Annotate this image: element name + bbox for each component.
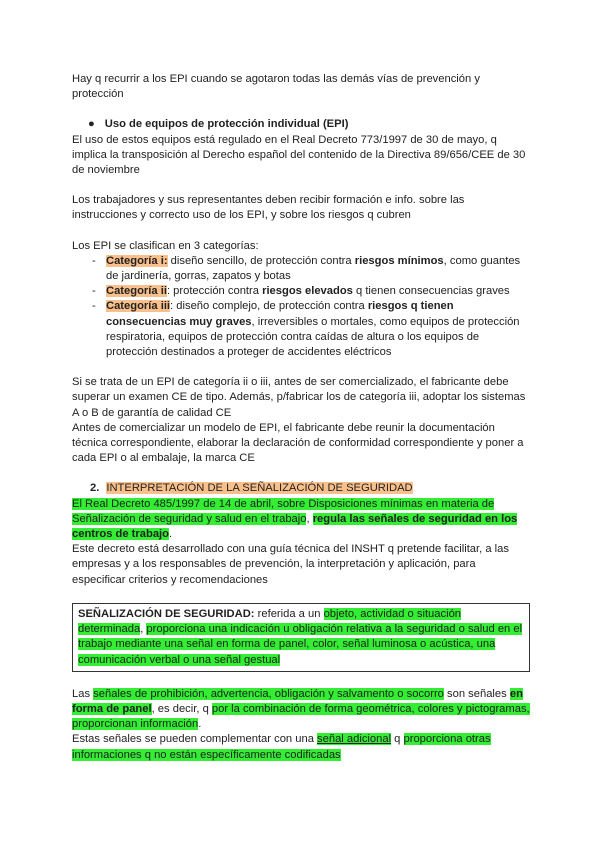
category-text: , como guantes de jardinería, gorras, zapatos y botas (106, 254, 521, 283)
signals-text: Las (72, 687, 94, 700)
category-risk: riesgos mínimos (354, 254, 444, 267)
exam-paragraph: Si se trata de un EPI de categoría ii o iii, antes de ser comercializado, el fabricante debe superar un examen CE de tipo. Además, p/fabricar los de categoría iii, adoptar los sistemas A o B de garantía de calidad CE (72, 376, 526, 419)
definition-text-part: , (140, 623, 147, 636)
decree-bold-highlight: regula las señales de seguridad en los centros de trabajo (72, 512, 518, 541)
definition-text-part: referida a un (254, 607, 324, 620)
additional-highlight: proporciona otras informaciones q no están específicamente codificadas (72, 733, 491, 761)
dash-marker: - (92, 254, 96, 267)
document-page (72, 72, 530, 763)
marking-paragraph: Antes de comercializar un modelo de EPI, el fabricante debe reunir la documentación técnica correspondiente, elaborar la declaración de conformidad correspondiente y poner a cada EPI o al embalaje, la marca CE (72, 421, 524, 465)
dash-marker: - (92, 300, 96, 313)
dash-marker: - (92, 285, 96, 298)
definition-highlight: objeto, actividad o situación determinada (78, 607, 462, 636)
definition-box (72, 603, 530, 672)
category-text: q tienen consecuencias graves (352, 285, 510, 298)
bullet-heading-text: Uso de equipos de protección individual (EPI) (104, 118, 349, 131)
signals-highlight: por la combinación de forma geométrica, colores y pictogramas, proporcionan información (72, 702, 530, 731)
classification-intro: Los EPI se clasifican en 3 categorías: (72, 239, 259, 252)
decree-end: . (168, 528, 173, 541)
category-risk: riesgos q tienen consecuencias muy graves (106, 300, 454, 328)
additional-text: Estas señales se pueden complementar con una (72, 733, 318, 746)
training-paragraph: Los trabajadores y sus representantes deben recibir formación e info. sobre las instrucciones y correcto uso de los EPI, y sobre los riesgos q cubren (72, 194, 465, 222)
bullet-dot-icon: ● (88, 118, 95, 131)
category-text: , irreversibles o mortales, como equipos de protección respiratoria, equipos de protección contra caídas de altura o los equipos de protección destinados a proteger de accidentes eléctricos (106, 315, 520, 359)
category-text: : protección contra (166, 285, 263, 298)
list-item (72, 284, 530, 299)
category-label: Categoría i: (106, 254, 168, 267)
category-label: Categoría ii (106, 285, 167, 298)
guide-paragraph: Este decreto está desarrollado con una guía técnica del INSHT q pretende facilitar, a las empresas y a los responsables de prevención, la interpretación y aplicación, para especificar criterios y recomendaciones (72, 543, 509, 586)
definition-highlight: proporciona una indicación u obligación relativa a la seguridad o salud en el trabajo mediante una señal en forma de panel, color, señal luminosa o acústica, una comunicación verbal o una señal gestual (78, 623, 523, 666)
decree-paragraph (72, 497, 530, 543)
definition-text (78, 607, 524, 668)
signals-highlight: señales de prohibición, advertencia, obligación y salvamento o socorro (93, 687, 444, 700)
regulation-paragraph: El uso de estos equipos está regulado en el Real Decreto 773/1997 de 30 de mayo, q implica la transposición al Derecho español del contenido de la Directiva 89/656/CEE de 30 de noviembre (72, 133, 526, 177)
category-list (72, 254, 530, 360)
category-label: Categoría iii (106, 300, 171, 313)
section-title: INTERPRETACIÓN DE LA SEÑALIZACIÓN DE SEGURIDAD (106, 482, 413, 495)
section-number: 2. (90, 482, 100, 495)
intro-paragraph: Hay q recurrir a los EPI cuando se agotaron todas las demás vías de prevención y protección (72, 73, 480, 101)
signals-paragraph (72, 687, 530, 733)
list-item (72, 299, 530, 360)
decree-separator: , (306, 512, 313, 525)
signals-text: son señales (443, 687, 510, 700)
additional-signal-paragraph (72, 732, 530, 762)
signals-bold-highlight: en forma de panel (72, 687, 523, 715)
category-text: diseño sencillo, de protección contra (167, 254, 355, 267)
bullet-heading (72, 117, 530, 132)
additional-text: q (391, 733, 404, 746)
category-text: : diseño complejo, de protección contra (170, 300, 368, 313)
list-item (72, 254, 530, 284)
definition-term: SEÑALIZACIÓN DE SEGURIDAD: (78, 607, 255, 620)
additional-signal-highlight: señal adicional (317, 733, 392, 746)
signals-text: , es decir, q (151, 702, 212, 715)
signals-text: . (198, 718, 202, 731)
section-heading (72, 481, 530, 496)
decree-highlight: El Real Decreto 485/1997 de 14 de abril, sobre Disposiciones mínimas en materia de Señalización de seguridad y salud en el trabajo (72, 497, 495, 525)
category-risk: riesgos elevados (262, 285, 353, 298)
